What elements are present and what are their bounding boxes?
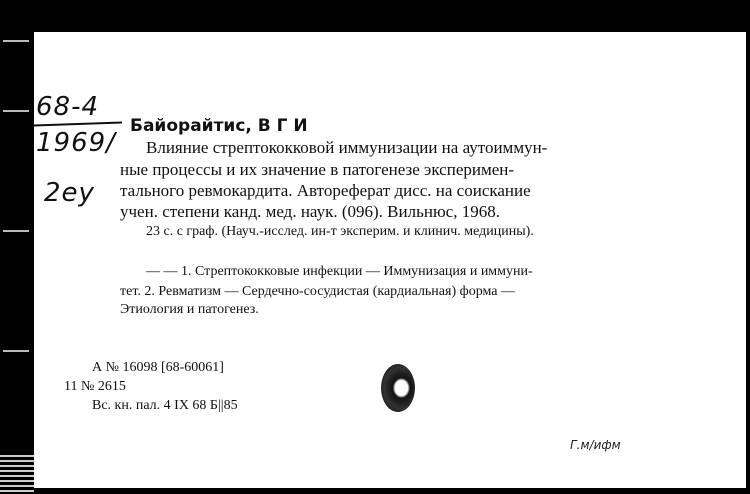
collation-line: 23 с. с граф. (Науч.-исслед. ин-т эксперим. и клинич. медицины). — [146, 224, 534, 239]
handwritten-scribble: Г.м/ифм — [570, 438, 621, 452]
catalog-card — [34, 32, 746, 488]
handwritten-note: 2ey — [44, 178, 95, 208]
subject-line: — — 1. Стрептококковые инфекции — Иммунизация и иммуни- — [146, 264, 533, 279]
handwritten-year: 1969/ — [36, 128, 116, 158]
scan-left-edge — [0, 0, 34, 494]
title-line: тального ревмокардита. Автореферат дисс. на соискание — [120, 181, 531, 200]
accession-number: А № 16098 [68-60061] — [92, 360, 224, 375]
title-line: учен. степени канд. мед. наук. (096). Вильнюс, 1968. — [120, 202, 500, 221]
scan-bottom-edge — [0, 452, 34, 494]
title-line: Влияние стрептококковой иммунизации на аутоиммун- — [146, 138, 548, 157]
subject-line: Этиология и патогенез. — [120, 302, 259, 317]
scan-mark — [3, 40, 29, 42]
title-line: ные процессы и их значение в патогенезе эксперимен- — [120, 160, 515, 179]
handwritten-index: 68-4 — [36, 92, 100, 122]
card-author: Байорайтис, В Г И — [130, 116, 308, 136]
scan-mark — [3, 350, 29, 352]
scan-mark — [3, 230, 29, 232]
scan-mark — [3, 110, 29, 112]
subject-line: тет. 2. Ревматизм — Сердечно-сосудистая (кардиальная) форма — — [120, 284, 515, 299]
registry-number: 11 № 2615 — [64, 379, 126, 394]
punch-hole — [381, 364, 415, 412]
chamber-number: Вс. кн. пал. 4 IX 68 Б||85 — [92, 398, 238, 413]
